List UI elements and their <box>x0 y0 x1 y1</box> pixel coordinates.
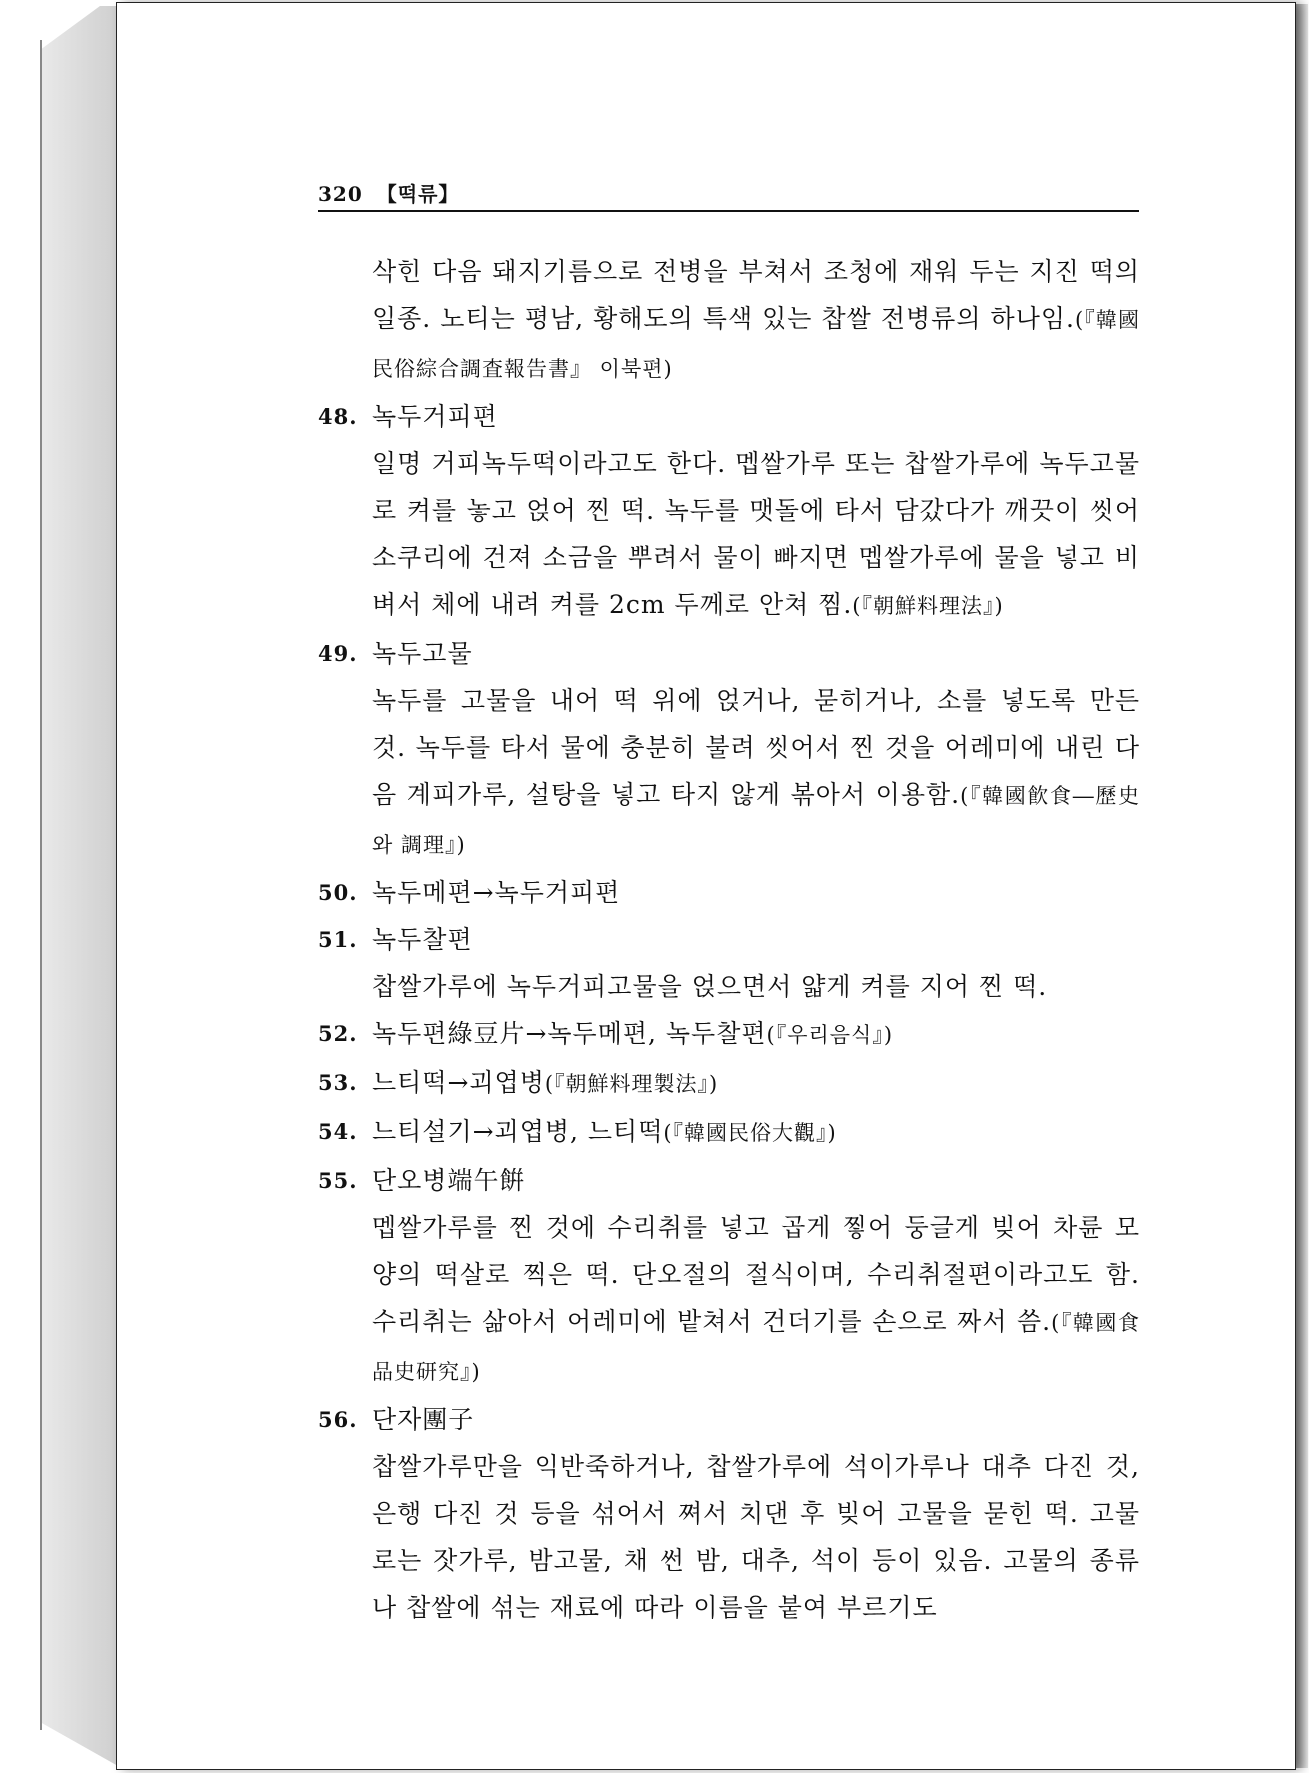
entry-number: 56. <box>318 1407 358 1432</box>
entry-definition-text: 일명 거피녹두떡이라고도 한다. 멥쌀가루 또는 찹쌀가루에 녹두고물로 켜를 놓고 얹어 찐 떡. 녹두를 맷돌에 타서 담갔다가 깨끗이 씻어 소쿠리에 건져 소금을 뿌려서 물이 빠지면 멥쌀가루에 물을 넣고 비벼서 체에 내려 켜를 2cm 두께로 안쳐 찜. <box>372 449 1140 619</box>
entry-definition <box>372 677 1140 869</box>
entry-heading <box>318 1157 1140 1204</box>
entry-title-line <box>372 630 1140 677</box>
entry-definition <box>372 1443 1140 1631</box>
entry-definition-text: 녹두를 고물을 내어 떡 위에 얹거나, 묻히거나, 소를 넣도록 만든 것. 녹두를 타서 물에 충분히 불려 씻어서 찐 것을 어레미에 내린 다음 계피가루, 설탕을 넣고 타지 않게 볶아서 이용함. <box>372 686 1140 809</box>
entry-number: 53. <box>318 1070 358 1095</box>
running-head <box>318 178 459 207</box>
entry-title-line <box>372 916 1140 963</box>
entry-number: 48. <box>318 404 358 429</box>
entry-heading <box>318 1396 1140 1443</box>
entry-heading <box>318 630 1140 677</box>
entry-title-line <box>372 393 1140 440</box>
entry-citation: (『朝鮮料理法』) <box>852 594 1004 618</box>
entry-title-line <box>372 1108 1140 1157</box>
dictionary-content <box>318 248 1140 1631</box>
entry-citation: (『韓國食品史研究』) <box>372 1311 1140 1384</box>
entry-title: 녹두고물 <box>372 639 473 668</box>
entry-title: 느티설기→괴엽병, 느티떡 <box>372 1117 664 1146</box>
entry-heading <box>318 916 1140 963</box>
entry-number: 54. <box>318 1119 358 1144</box>
entry-title-line <box>372 1059 1140 1108</box>
entry-number: 49. <box>318 641 358 666</box>
entry-definition <box>372 1204 1140 1396</box>
entry-definition <box>372 440 1140 630</box>
entry-list <box>318 393 1140 1631</box>
entry-heading <box>318 1010 1140 1059</box>
entry-title-line <box>372 1157 1140 1204</box>
entry-title: 녹두메편→녹두거피편 <box>372 878 621 907</box>
entry-definition-text: 멥쌀가루를 찐 것에 수리취를 넣고 곱게 찧어 둥글게 빚어 차륜 모양의 떡살로 찍은 떡. 단오절의 절식이며, 수리취절편이라고도 함. 수리취는 삶아서 어레미에 밭쳐서 건더기를 손으로 짜서 씀. <box>372 1213 1140 1336</box>
book-spine-edge <box>40 40 42 1730</box>
entry-title: 단자團子 <box>372 1405 475 1434</box>
section-title: 【떡류】 <box>376 182 460 206</box>
entry-title-citation: (『韓國民俗大觀』) <box>663 1121 837 1145</box>
entry-title-citation: (『朝鮮料理製法』) <box>544 1072 719 1096</box>
entry-title: 녹두편綠豆片→녹두메편, 녹두찰편 <box>372 1019 767 1048</box>
entry-title-line <box>372 1010 1140 1059</box>
entry-definition-text: 찹쌀가루만을 익반죽하거나, 찹쌀가루에 석이가루나 대추 다진 것, 은행 다진 것 등을 섞어서 쪄서 치댄 후 빚어 고물을 묻힌 떡. 고물로는 잣가루, 밤고물, 채 썬 밤, 대추, 석이 등이 있음. 고물의 종류나 찹쌀에 섞는 재료에 따라 이름을 붙여 부르기도 <box>372 1452 1140 1622</box>
entry-number: 51. <box>318 927 358 952</box>
entry-heading <box>318 393 1140 440</box>
entry-title: 느티떡→괴엽병 <box>372 1068 545 1097</box>
entry-title: 단오병端午餠 <box>372 1166 526 1195</box>
intro-citation: (『韓國民俗綜合調査報告書』 이북편) <box>372 308 1140 381</box>
entry-definition <box>372 963 1140 1010</box>
book-spine <box>40 6 119 1766</box>
page-number: 320 <box>318 182 363 206</box>
entry-citation: (『韓國飮食―歷史와 調理』) <box>372 784 1140 857</box>
page-right-shadow <box>1296 4 1308 1768</box>
entry-heading <box>318 1108 1140 1157</box>
entry-title-line <box>372 869 1140 916</box>
entry-number: 50. <box>318 880 358 905</box>
entry-definition-text: 찹쌀가루에 녹두거피고물을 얹으면서 얇게 켜를 지어 찐 떡. <box>372 972 1048 1001</box>
entry-title: 녹두찰편 <box>372 925 473 954</box>
entry-title: 녹두거피편 <box>372 402 498 431</box>
entry-heading <box>318 869 1140 916</box>
entry-title-line <box>372 1396 1140 1443</box>
header-rule <box>318 210 1139 212</box>
intro-paragraph <box>372 248 1140 393</box>
entry-heading <box>318 1059 1140 1108</box>
entry-number: 55. <box>318 1168 358 1193</box>
entry-title-citation: (『우리음식』) <box>766 1023 894 1047</box>
entry-number: 52. <box>318 1021 358 1046</box>
intro-text: 삭힌 다음 돼지기름으로 전병을 부쳐서 조청에 재워 두는 지진 떡의 일종. 노티는 평남, 황해도의 특색 있는 찹쌀 전병류의 하나임. <box>372 257 1140 333</box>
